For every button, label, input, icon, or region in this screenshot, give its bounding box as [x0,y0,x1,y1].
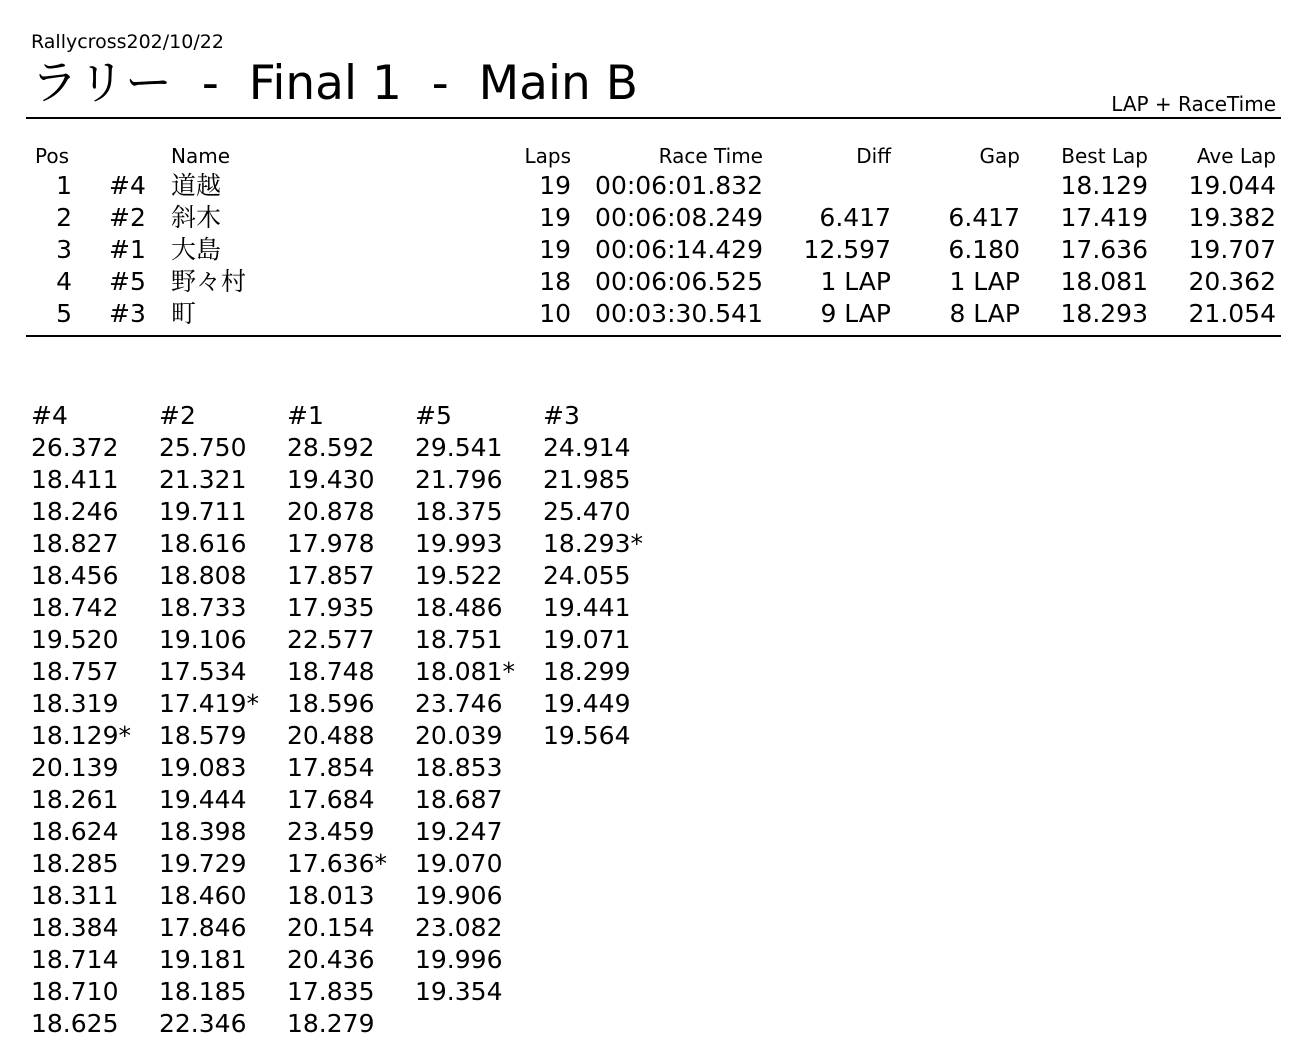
result-race-time: 00:03:30.541 [595,299,763,328]
lap-time: 18.486 [415,593,503,622]
lap-time: 19.564 [543,721,631,750]
lap-time: 18.293* [543,529,643,558]
lap-time: 19.070 [415,849,503,878]
lap-time: 17.978 [287,529,375,558]
lap-time: 19.711 [159,497,247,526]
lap-time: 18.299 [543,657,631,686]
result-pos: 5 [56,299,72,328]
results-header-row [0,142,1305,170]
lap-time: 18.808 [159,561,247,590]
lap-time: 19.441 [543,593,631,622]
lap-column [31,400,159,1040]
lap-column-header: #4 [31,401,68,430]
lap-time: 17.684 [287,785,375,814]
diff-header: Diff [856,144,891,168]
lap-time: 18.853 [415,753,503,782]
lap-time: 17.854 [287,753,375,782]
result-best-lap: 17.419 [1060,203,1148,232]
result-pos: 1 [56,171,72,200]
top-divider [26,117,1281,119]
result-driver-name: 斜木 [171,203,222,232]
result-driver-name: 大島 [171,235,222,264]
result-row [0,202,1305,234]
result-best-lap: 17.636 [1060,235,1148,264]
lap-time: 25.470 [543,497,631,526]
result-car-number: #4 [109,171,146,200]
timing-mode-label: LAP + RaceTime [1111,92,1276,116]
lap-time: 18.687 [415,785,503,814]
lap-time: 18.625 [31,1009,119,1038]
lap-time: 18.279 [287,1009,375,1038]
name-header: Name [171,144,231,168]
result-car-number: #5 [109,267,146,296]
lap-time: 19.729 [159,849,247,878]
result-ave-lap: 19.382 [1188,203,1276,232]
lap-time: 26.372 [31,433,119,462]
lap-time: 18.013 [287,881,375,910]
lap-time: 19.906 [415,881,503,910]
result-row [0,266,1305,298]
gap-header: Gap [979,144,1020,168]
lap-time: 20.436 [287,945,375,974]
result-laps: 19 [539,235,571,264]
lap-time: 18.285 [31,849,119,878]
lap-time: 18.733 [159,593,247,622]
result-race-time: 00:06:06.525 [595,267,763,296]
lap-time: 19.996 [415,945,503,974]
lap-time: 23.459 [287,817,375,846]
lap-time: 19.071 [543,625,631,654]
race-time-header: Race Time [658,144,763,168]
lap-time: 18.375 [415,497,503,526]
lap-time: 18.748 [287,657,375,686]
result-diff: 12.597 [803,235,891,264]
race-subtitle: Rallycross202/10/22 [31,31,224,53]
lap-time: 21.321 [159,465,247,494]
lap-time: 20.154 [287,913,375,942]
lap-time: 20.039 [415,721,503,750]
lap-time: 19.083 [159,753,247,782]
lap-time: 19.520 [31,625,119,654]
lap-time: 17.419* [159,689,259,718]
result-car-number: #1 [109,235,146,264]
lap-time: 20.139 [31,753,119,782]
result-car-number: #3 [109,299,146,328]
pos-header: Pos [35,144,70,168]
result-row [0,298,1305,330]
result-race-time: 00:06:14.429 [595,235,763,264]
result-gap: 8 LAP [949,299,1020,328]
lap-time: 19.522 [415,561,503,590]
lap-column [415,400,543,1008]
lap-time: 17.846 [159,913,247,942]
result-pos: 4 [56,267,72,296]
lap-time: 17.935 [287,593,375,622]
lap-time: 18.129* [31,721,131,750]
lap-time: 17.534 [159,657,247,686]
result-diff: 9 LAP [820,299,891,328]
best-lap-header: Best Lap [1061,144,1148,168]
lap-time: 18.456 [31,561,119,590]
result-row [0,234,1305,266]
result-race-time: 00:06:08.249 [595,203,763,232]
lap-time: 17.636* [287,849,387,878]
lap-time: 19.444 [159,785,247,814]
result-best-lap: 18.129 [1060,171,1148,200]
ave-lap-header: Ave Lap [1196,144,1276,168]
lap-time: 18.579 [159,721,247,750]
lap-time: 21.796 [415,465,503,494]
result-gap: 1 LAP [949,267,1020,296]
result-ave-lap: 19.044 [1188,171,1276,200]
lap-time: 18.398 [159,817,247,846]
lap-time: 19.247 [415,817,503,846]
lap-time: 18.246 [31,497,119,526]
result-diff: 6.417 [819,203,891,232]
lap-time: 18.827 [31,529,119,558]
lap-time: 19.449 [543,689,631,718]
lap-time: 18.596 [287,689,375,718]
lap-time: 18.616 [159,529,247,558]
lap-time: 18.319 [31,689,119,718]
lap-time: 24.914 [543,433,631,462]
result-best-lap: 18.081 [1060,267,1148,296]
lap-time: 20.488 [287,721,375,750]
result-laps: 19 [539,203,571,232]
lap-time: 18.185 [159,977,247,1006]
lap-time: 18.710 [31,977,119,1006]
page-title: ラリー - Final 1 - Main B [31,56,638,111]
lap-time: 25.750 [159,433,247,462]
lap-time: 17.857 [287,561,375,590]
result-laps: 18 [539,267,571,296]
result-pos: 3 [56,235,72,264]
lap-time: 29.541 [415,433,503,462]
lap-column [159,400,287,1040]
result-race-time: 00:06:01.832 [595,171,763,200]
lap-column-header: #2 [159,401,196,430]
lap-time: 24.055 [543,561,631,590]
lap-time: 18.624 [31,817,119,846]
lap-column-header: #5 [415,401,452,430]
lap-time: 18.742 [31,593,119,622]
lap-time: 28.592 [287,433,375,462]
result-ave-lap: 19.707 [1188,235,1276,264]
lap-column-header: #1 [287,401,324,430]
result-driver-name: 道越 [171,171,222,200]
lap-time: 18.384 [31,913,119,942]
lap-time: 17.835 [287,977,375,1006]
lap-time: 20.878 [287,497,375,526]
lap-time: 23.082 [415,913,503,942]
lap-column-header: #3 [543,401,580,430]
result-gap: 6.180 [948,235,1020,264]
lap-time: 18.261 [31,785,119,814]
result-pos: 2 [56,203,72,232]
lap-time: 23.746 [415,689,503,718]
result-best-lap: 18.293 [1060,299,1148,328]
result-laps: 10 [539,299,571,328]
lap-time: 19.181 [159,945,247,974]
lap-time: 22.346 [159,1009,247,1038]
result-laps: 19 [539,171,571,200]
result-driver-name: 野々村 [171,267,247,296]
result-gap: 6.417 [948,203,1020,232]
lap-time: 18.460 [159,881,247,910]
result-ave-lap: 21.054 [1188,299,1276,328]
result-ave-lap: 20.362 [1188,267,1276,296]
results-table [0,142,1305,330]
lap-time: 19.430 [287,465,375,494]
lap-time: 18.751 [415,625,503,654]
lap-time: 19.993 [415,529,503,558]
lap-column [543,400,671,752]
result-diff: 1 LAP [820,267,891,296]
lap-time: 22.577 [287,625,375,654]
lap-time: 18.411 [31,465,119,494]
lap-time: 18.081* [415,657,515,686]
bottom-divider [26,335,1281,337]
lap-column [287,400,415,1040]
result-row [0,170,1305,202]
lap-time: 19.354 [415,977,503,1006]
result-car-number: #2 [109,203,146,232]
lap-time: 18.757 [31,657,119,686]
lap-time: 21.985 [543,465,631,494]
result-driver-name: 町 [171,299,197,328]
lap-time: 18.714 [31,945,119,974]
lap-time: 18.311 [31,881,119,910]
lap-time: 19.106 [159,625,247,654]
laps-header: Laps [524,144,571,168]
